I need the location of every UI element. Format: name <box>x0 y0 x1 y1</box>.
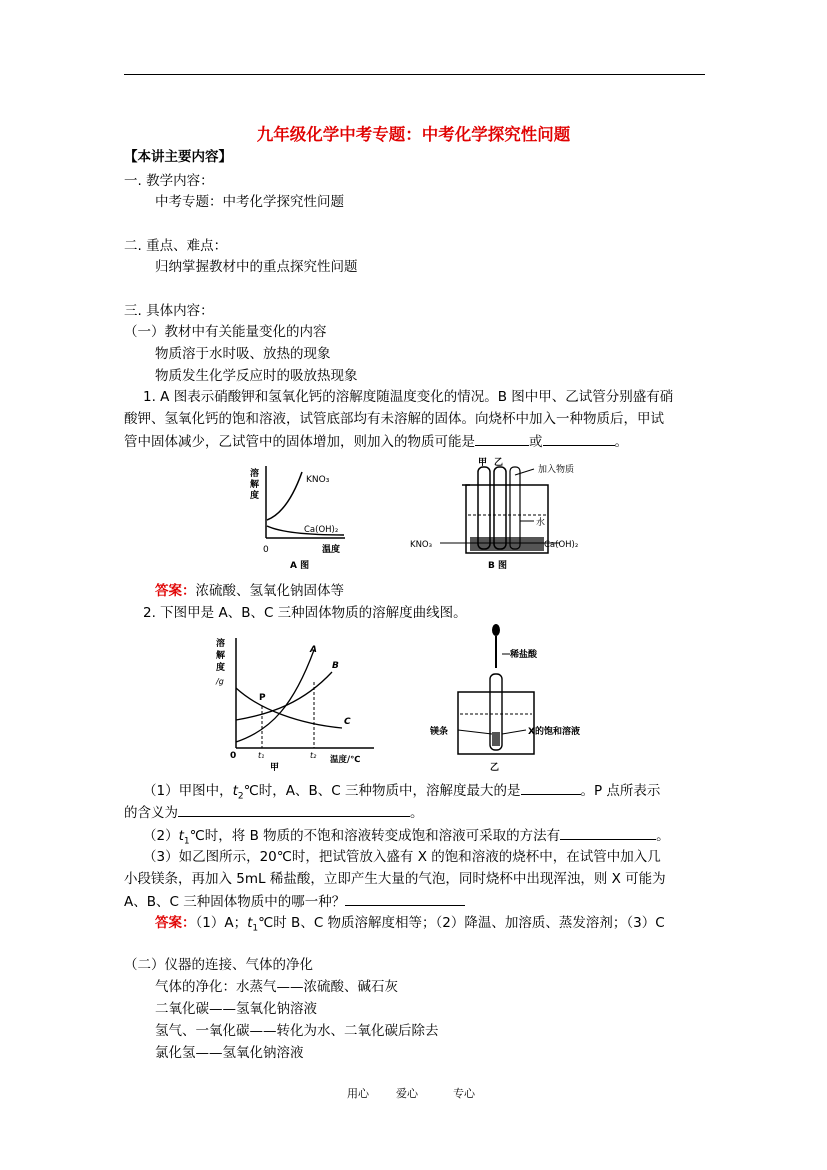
q2-answer-b: ℃时 B、C 物质溶解度相等；（2）降温、加溶质、蒸发溶剂；（3）C <box>258 915 665 931</box>
fig-b-yi: 乙 <box>494 458 504 468</box>
q2-answer-a: （1）A； <box>195 915 248 931</box>
q1-blank-2[interactable] <box>543 431 615 446</box>
q2-p2-a: （2） <box>143 828 179 844</box>
q2-p1-e: 。 <box>410 805 424 821</box>
fig-b-caoh: Ca(OH)₂ <box>544 540 579 550</box>
q1-line3 <box>124 431 628 452</box>
s1-body: 中考专题：中考化学探究性问题 <box>155 194 344 210</box>
q2-p1-c: 。P 点所表示 <box>580 783 661 799</box>
curve-b <box>236 672 332 720</box>
fig-b-jia: 甲 <box>478 458 488 468</box>
fig-jia-label-c: C <box>344 717 351 727</box>
fig-jia-label-p: P <box>259 693 266 703</box>
q2-p1-t: t <box>232 783 238 799</box>
page-title: 九年级化学中考专题：中考化学探究性问题 <box>256 125 571 144</box>
footer-c: 专心 <box>453 1087 475 1100</box>
q2-p1-d: 的含义为 <box>124 805 178 821</box>
q2-blank-1[interactable] <box>521 780 581 795</box>
fig-a-origin: 0 <box>263 545 269 555</box>
q1-answer-text: 浓硫酸、氢氧化钠固体等 <box>195 583 344 599</box>
tube-yi <box>494 467 506 549</box>
mg-pointer <box>458 730 492 734</box>
q2-answer-label: 答案： <box>155 915 196 931</box>
q2-p3-line2: 小段镁条，再加入 5mL 稀盐酸，立即产生大量的气泡，同时烧杯中出现浑浊，则 X 可能为 <box>124 871 666 887</box>
fig-jia-y2: 解 <box>216 651 226 661</box>
sub2-line1: 气体的净化：水蒸气——浓硫酸、碱石灰 <box>155 979 398 995</box>
fig-jia-y4: /g <box>216 677 224 686</box>
fig-jia-t1: t₁ <box>258 751 265 760</box>
header-rule <box>124 74 705 75</box>
q2-p3-c: A、B、C 三种固体物质中的哪一种？ <box>124 894 346 910</box>
fig-jia-label-b: B <box>332 661 339 671</box>
fig-jia-xlabel: 温度/℃ <box>330 755 361 765</box>
q2-blank-2[interactable] <box>178 802 410 817</box>
q1-blank-1[interactable] <box>475 431 529 446</box>
fig-jia-t2: t₂ <box>310 751 317 760</box>
stir-rod <box>510 467 520 549</box>
sub2-line3: 氢气、一氧化碳——转化为水、二氧化碳后除去 <box>155 1023 439 1039</box>
sub2-line2: 二氧化碳——氢氧化钠溶液 <box>155 1001 317 1017</box>
figure-yi <box>430 622 610 774</box>
q2-p2-b: ℃时，将 B 物质的不饱和溶液转变成饱和溶液可采取的方法有 <box>189 828 561 844</box>
q2-p2-t: t <box>178 828 184 844</box>
fig-a-caption: A 图 <box>290 561 310 571</box>
tube-jia <box>478 467 490 549</box>
fig-a-ylabel-1: 溶 <box>250 469 260 479</box>
q2-blank-3[interactable] <box>560 825 656 840</box>
q1-line3-text: 管中固体减少，乙试管中的固体增加，则加入的物质可能是 <box>124 434 475 450</box>
q1-or: 或 <box>529 434 543 450</box>
fig-a-ylabel-3: 度 <box>250 491 260 501</box>
footer-b: 爱心 <box>396 1087 418 1100</box>
fig-b-water-label: 水 <box>536 518 546 528</box>
sub1-line1: 物质溶于水时吸、放热的现象 <box>155 346 331 362</box>
sub2-heading: （二）仪器的连接、气体的净化 <box>124 957 313 973</box>
q2-p1-sub: 2 <box>237 791 244 802</box>
q2-p2-c: 。 <box>656 828 670 844</box>
q1-end: 。 <box>614 434 628 450</box>
fig-a-ylabel-2: 解 <box>250 480 260 490</box>
footer-a: 用心 <box>347 1087 369 1100</box>
sub1-line2: 物质发生化学反应时的吸放热现象 <box>155 368 358 384</box>
sub1-heading: （一）教材中有关能量变化的内容 <box>124 324 327 340</box>
q2-blank-4[interactable] <box>345 891 465 906</box>
fig-b-add-label: 加入物质 <box>538 465 575 475</box>
figure-b <box>410 455 590 573</box>
fig-a-caoh-label: Ca(OH)₂ <box>304 525 339 535</box>
fig-b-kno3: KNO₃ <box>410 540 433 550</box>
q1-answer <box>155 581 344 601</box>
q2-p2-sub: 1 <box>183 836 190 847</box>
figure-a <box>250 460 360 572</box>
kno3-curve <box>267 472 302 520</box>
dropper-bulb <box>492 624 500 636</box>
fig-jia-label-a: A <box>310 645 317 655</box>
fig-a-kno3-label: KNO₃ <box>306 475 330 485</box>
q2-p1-cont <box>124 802 424 823</box>
fig-yi-mg: 镁条 <box>430 727 449 737</box>
fig-yi-solution: X的饱和溶液 <box>528 727 580 737</box>
q2-answer-sub: 1 <box>252 923 259 934</box>
q2-p1-a: （1）甲图中， <box>143 783 233 799</box>
fig-b-caption: B 图 <box>488 561 507 571</box>
mg-strips <box>492 732 500 746</box>
add-pointer <box>515 469 534 475</box>
fig-yi-hcl: 稀盐酸 <box>510 650 538 660</box>
fig-jia-caption: 甲 <box>270 763 280 772</box>
s2-body: 归纳掌握教材中的重点探究性问题 <box>155 259 358 275</box>
sol-pointer <box>502 730 526 734</box>
fig-yi-caption: 乙 <box>490 763 500 773</box>
s2-heading: 二. 重点、难点： <box>124 238 228 254</box>
s1-heading: 一. 教学内容： <box>124 173 214 189</box>
q1-line2: 酸钾、氢氧化钙的饱和溶液，试管底部均有未溶解的固体。向烧杯中加入一种物质后，甲试 <box>124 411 664 427</box>
q2-intro: 2. 下图甲是 A、B、C 三种固体物质的溶解度曲线图。 <box>143 605 467 621</box>
fig-jia-origin: 0 <box>230 751 237 761</box>
fig-a-xlabel: 温度 <box>322 545 341 555</box>
section-header: 【本讲主要内容】 <box>124 149 232 165</box>
sub2-line4: 氯化氢——氢氧化钠溶液 <box>155 1045 304 1061</box>
q1-answer-label: 答案： <box>155 583 196 599</box>
fig-jia-y1: 溶 <box>216 639 226 649</box>
q2-answer <box>155 913 665 939</box>
q2-p3-line3 <box>124 891 465 912</box>
figure-jia <box>212 632 382 772</box>
q2-p3-line1: （3）如乙图所示，20℃时，把试管放入盛有 X 的饱和溶液的烧杯中，在试管中加入几 <box>143 849 661 865</box>
s3-heading: 三. 具体内容： <box>124 303 214 319</box>
q1-line1: 1. A 图表示硝酸钾和氢氧化钙的溶解度随温度变化的情况。B 图中甲、乙试管分别盛有硝 <box>143 389 674 405</box>
fig-jia-y3: 度 <box>216 663 226 673</box>
q2-answer-t: t <box>247 915 253 931</box>
q2-p1-b: ℃时，A、B、C 三种物质中，溶解度最大的是 <box>243 783 521 799</box>
curve-c <box>236 688 342 728</box>
